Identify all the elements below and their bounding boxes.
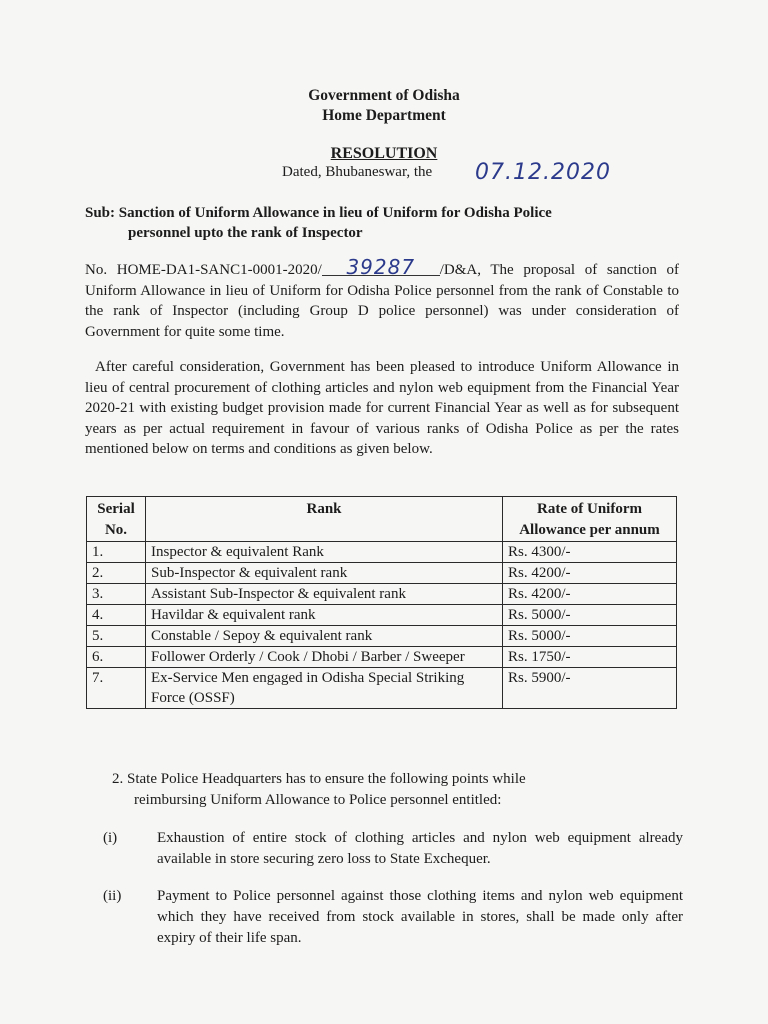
- row-serial: 3.: [87, 584, 146, 605]
- paragraph-proposal: [85, 255, 680, 342]
- subject-line-1: Sub: Sanction of Uniform Allowance in lieu of Uniform for Odisha Police: [85, 205, 552, 221]
- sub-point-text: Payment to Police personnel against those clothing items and nylon web equipment which they have received from stock available in stores, shall be made only after expiry of their life span.: [157, 888, 683, 946]
- handwritten-date: 07.12.2020: [475, 160, 611, 185]
- subject-line: [85, 203, 685, 243]
- point-2-line-2: reimbursing Uniform Allowance to Police personnel entitled:: [134, 792, 502, 808]
- row-rank: Inspector & equivalent Rank: [146, 542, 503, 563]
- proposal-text: /D&A, The proposal of sanction of Uniform Allowance in lieu of Uniform for Odisha Police personnel from the rank of Constable to the rank of Inspector (including Group D police personnel) was under consideration of Government for quite some time.: [85, 262, 680, 340]
- uniform-allowance-table: [86, 496, 677, 709]
- government-heading: Government of Odisha: [308, 87, 460, 104]
- header-rank: Rank: [146, 497, 503, 542]
- resolution-title: RESOLUTION: [330, 145, 438, 162]
- row-serial: 1.: [87, 542, 146, 563]
- table-row: [87, 605, 677, 626]
- row-serial: 5.: [87, 626, 146, 647]
- row-serial: 6.: [87, 647, 146, 668]
- table-row: [87, 563, 677, 584]
- row-rank: Ex-Service Men engaged in Odisha Special Striking Force (OSSF): [146, 668, 503, 709]
- reference-number-prefix: No. HOME-DA1-SANC1-0001-2020/: [85, 262, 322, 278]
- row-rate: Rs. 5900/-: [503, 668, 677, 709]
- row-rate: Rs. 4300/-: [503, 542, 677, 563]
- department-heading: Home Department: [322, 107, 446, 124]
- table-row: [87, 542, 677, 563]
- row-rate: Rs. 5000/-: [503, 626, 677, 647]
- table-row: [87, 668, 677, 709]
- row-serial: 2.: [87, 563, 146, 584]
- sub-point-label: (ii): [103, 888, 122, 904]
- row-serial: 4.: [87, 605, 146, 626]
- row-rank: Follower Orderly / Cook / Dhobi / Barber / Sweeper: [146, 647, 503, 668]
- table-header-row: [87, 497, 677, 542]
- row-rank: Sub-Inspector & equivalent rank: [146, 563, 503, 584]
- row-rate: Rs. 4200/-: [503, 563, 677, 584]
- dated-label: Dated, Bhubaneswar, the: [282, 164, 433, 180]
- row-serial: 7.: [87, 668, 146, 709]
- header-rate: Rate of Uniform Allowance per annum: [503, 497, 677, 542]
- point-2: [112, 769, 678, 811]
- row-rate: Rs. 5000/-: [503, 605, 677, 626]
- paragraph-consideration: After careful consideration, Government has been pleased to introduce Uniform Allowance in lieu of central procurement of clothing articles and nylon web equipment from the Financial Year 2020-21 with existing budget provision made for current Financial Year as well as for subsequent years as per actual requirement in favour of various ranks of Odisha Police as per the rates mentioned below on terms and conditions as given below.: [85, 359, 679, 457]
- point-2-line-1: 2. State Police Headquarters has to ensure the following points while: [112, 771, 526, 787]
- row-rate: Rs. 4200/-: [503, 584, 677, 605]
- row-rank: Havildar & equivalent rank: [146, 605, 503, 626]
- handwritten-reference-number: 39287: [322, 259, 440, 276]
- row-rate: Rs. 1750/-: [503, 647, 677, 668]
- subject-line-2: personnel upto the rank of Inspector: [128, 225, 363, 241]
- sub-point-text: Exhaustion of entire stock of clothing articles and nylon web equipment already available in store securing zero loss to State Exchequer.: [157, 830, 683, 867]
- row-rank: Assistant Sub-Inspector & equivalent rank: [146, 584, 503, 605]
- table-row: [87, 626, 677, 647]
- table-row: [87, 584, 677, 605]
- sub-point-label: (i): [103, 830, 118, 846]
- table-row: [87, 647, 677, 668]
- row-rank: Constable / Sepoy & equivalent rank: [146, 626, 503, 647]
- header-serial: Serial No.: [87, 497, 146, 542]
